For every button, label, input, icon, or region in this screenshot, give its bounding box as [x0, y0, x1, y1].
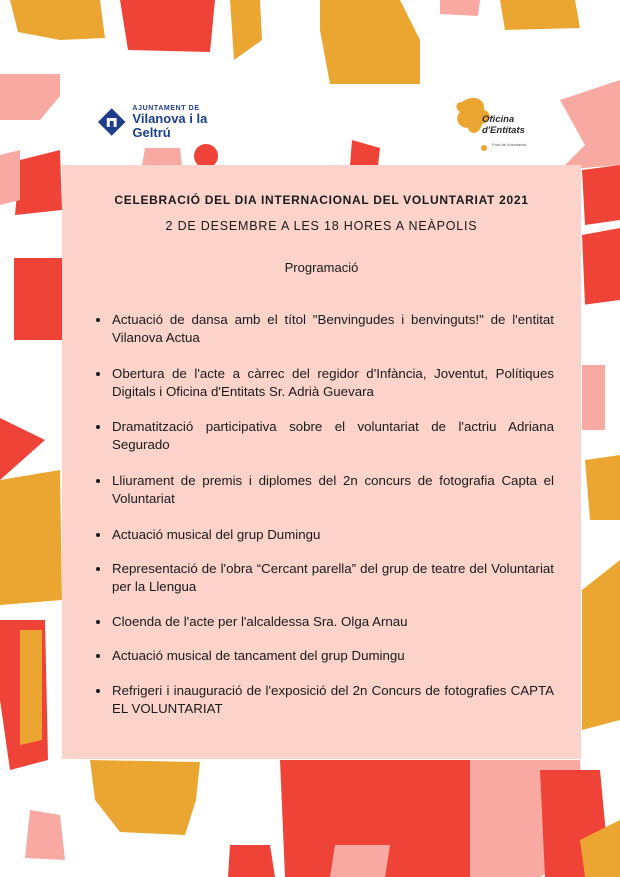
oficina-line1: Oficina — [482, 114, 515, 125]
ajuntament-logo — [97, 104, 247, 140]
ajuntament-line1: AJUNTAMENT DE — [132, 104, 200, 112]
program-item: Actuació musical del grup Dumingu — [94, 526, 554, 544]
program-panel — [62, 165, 581, 759]
ajuntament-line2: Vilanova i la Geltrú — [132, 111, 208, 140]
program-list — [94, 311, 554, 718]
event-subtitle: 2 DE DESEMBRE A LES 18 HORES A NEÀPOLIS — [165, 219, 478, 233]
oficina-entitats-logo — [452, 94, 532, 154]
program-item: Representació de l'obra “Cercant parella” del grup de teatre del Voluntariat per la Llengua — [94, 560, 554, 596]
program-item: Actuació musical de tancament del grup Dumingu — [94, 647, 554, 665]
program-item: Dramatització participativa sobre el voluntariat de l'actriu Adriana Segurado — [94, 418, 554, 454]
program-item: Refrigeri i inauguració de l'exposició del 2n Concurs de fotografies CAPTA EL VOLUNTARIAT — [94, 682, 554, 718]
event-title: CELEBRACIÓ DEL DIA INTERNACIONAL DEL VOLUNTARIAT 2021 — [114, 193, 529, 207]
section-heading: Programació — [284, 260, 359, 275]
oficina-line3: Punt de Voluntariat — [492, 142, 526, 147]
program-item: Obertura de l'acte a càrrec del regidor d'Infància, Joventut, Polítiques Digitals i Oficina d'Entitats Sr. Adrià Guevara — [94, 365, 554, 401]
oficina-line2: d'Entitats — [482, 125, 525, 136]
program-item: Cloenda de l'acte per l'alcaldessa Sra. Olga Arnau — [94, 613, 554, 631]
program-item: Actuació de dansa amb el títol "Benvingudes i benvinguts!" de l'entitat Vilanova Actua — [94, 311, 554, 347]
program-item: Lliurament de premis i diplomes del 2n concurs de fotografia Capta el Voluntariat — [94, 472, 554, 508]
city-hall-emblem-icon — [97, 107, 126, 137]
